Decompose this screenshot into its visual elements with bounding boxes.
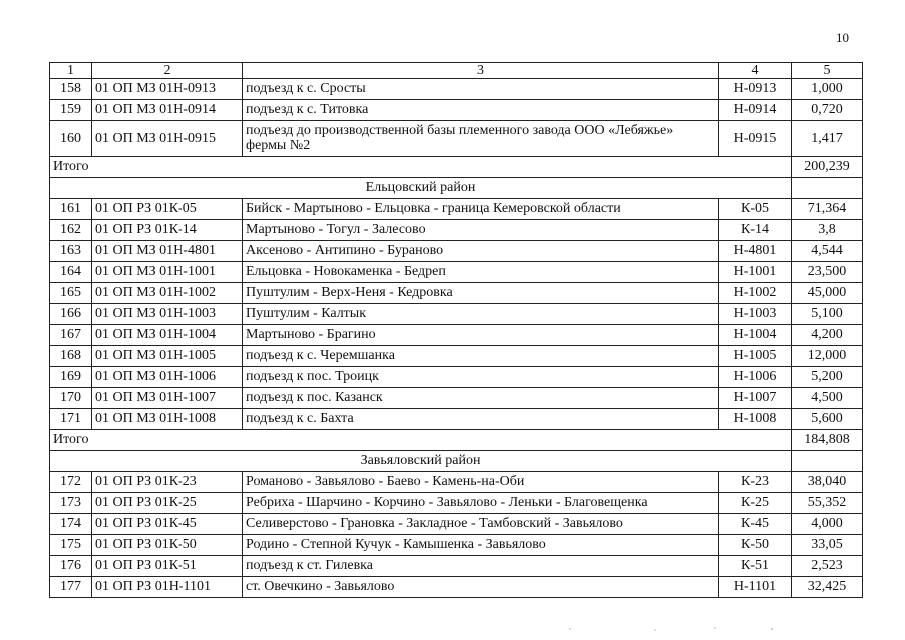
row-number: 166 — [50, 304, 92, 325]
road-index: Н-1101 — [719, 577, 792, 598]
empty-cell — [792, 178, 863, 199]
road-name: Родино - Степной Кучук - Камышенка - Завьялово — [243, 535, 719, 556]
road-name: подъезд к пос. Троицк — [243, 367, 719, 388]
district-heading: Завьяловский район — [50, 451, 792, 472]
row-number: 175 — [50, 535, 92, 556]
table-row — [50, 409, 863, 430]
road-code: 01 ОП РЗ 01Н-1101 — [92, 577, 243, 598]
road-code: 01 ОП МЗ 01Н-0914 — [92, 100, 243, 121]
road-name: Ребриха - Шарчино - Корчино - Завьялово - Леньки - Благовещенка — [243, 493, 719, 514]
road-index: К-51 — [719, 556, 792, 577]
road-code: 01 ОП МЗ 01Н-1001 — [92, 262, 243, 283]
road-length: 1,000 — [792, 79, 863, 100]
row-number: 171 — [50, 409, 92, 430]
road-code: 01 ОП МЗ 01Н-1008 — [92, 409, 243, 430]
road-name: ст. Овечкино - Завьялово — [243, 577, 719, 598]
table-row — [50, 388, 863, 409]
header-cell: 1 — [50, 63, 92, 79]
total-label: Итого — [50, 430, 792, 451]
road-name: Мартыново - Брагино — [243, 325, 719, 346]
road-name: Селиверстово - Грановка - Закладное - Тамбовский - Завьялово — [243, 514, 719, 535]
row-number: 170 — [50, 388, 92, 409]
road-name: подъезд до производственной базы племенного завода ООО «Лебяжье» фермы №2 — [243, 121, 719, 157]
row-number: 172 — [50, 472, 92, 493]
road-length: 4,544 — [792, 241, 863, 262]
row-number: 168 — [50, 346, 92, 367]
road-name: Пуштулим - Калтык — [243, 304, 719, 325]
road-name: подъезд к с. Сросты — [243, 79, 719, 100]
road-index: К-05 — [719, 199, 792, 220]
road-length: 5,600 — [792, 409, 863, 430]
road-name: Ельцовка - Новокаменка - Бедреп — [243, 262, 719, 283]
header-cell: 2 — [92, 63, 243, 79]
total-row — [50, 430, 863, 451]
row-number: 163 — [50, 241, 92, 262]
road-code: 01 ОП РЗ 01К-14 — [92, 220, 243, 241]
table-row — [50, 535, 863, 556]
row-number: 158 — [50, 79, 92, 100]
roads-table — [49, 62, 863, 598]
total-value: 184,808 — [792, 430, 863, 451]
road-name: Мартыново - Тогул - Залесово — [243, 220, 719, 241]
table-row — [50, 514, 863, 535]
empty-cell — [792, 451, 863, 472]
road-index: Н-1004 — [719, 325, 792, 346]
road-length: 4,200 — [792, 325, 863, 346]
table-row — [50, 100, 863, 121]
road-code: 01 ОП РЗ 01К-25 — [92, 493, 243, 514]
road-length: 38,040 — [792, 472, 863, 493]
table-row — [50, 262, 863, 283]
road-name: Бийск - Мартыново - Ельцовка - граница Кемеровской области — [243, 199, 719, 220]
road-index: К-14 — [719, 220, 792, 241]
table-row — [50, 556, 863, 577]
row-number: 160 — [50, 121, 92, 157]
header-cell: 3 — [243, 63, 719, 79]
road-length: 55,352 — [792, 493, 863, 514]
road-length: 4,000 — [792, 514, 863, 535]
road-length: 3,8 — [792, 220, 863, 241]
header-cell: 5 — [792, 63, 863, 79]
row-number: 162 — [50, 220, 92, 241]
row-number: 176 — [50, 556, 92, 577]
road-code: 01 ОП РЗ 01К-45 — [92, 514, 243, 535]
road-code: 01 ОП МЗ 01Н-1002 — [92, 283, 243, 304]
road-name: подъезд к с. Бахта — [243, 409, 719, 430]
road-code: 01 ОП МЗ 01Н-1007 — [92, 388, 243, 409]
header-cell: 4 — [719, 63, 792, 79]
road-index: К-25 — [719, 493, 792, 514]
road-length: 71,364 — [792, 199, 863, 220]
table-row — [50, 367, 863, 388]
road-name: Пуштулим - Верх-Неня - Кедровка — [243, 283, 719, 304]
row-number: 159 — [50, 100, 92, 121]
row-number: 174 — [50, 514, 92, 535]
road-index: К-50 — [719, 535, 792, 556]
table-header-row — [50, 63, 863, 79]
road-name: Романово - Завьялово - Баево - Камень-на-Оби — [243, 472, 719, 493]
road-code: 01 ОП МЗ 01Н-0915 — [92, 121, 243, 157]
scan-artifact — [540, 624, 840, 634]
road-index: Н-0913 — [719, 79, 792, 100]
row-number: 167 — [50, 325, 92, 346]
road-length: 32,425 — [792, 577, 863, 598]
total-label: Итого — [50, 157, 792, 178]
table-row — [50, 325, 863, 346]
district-heading: Ельцовский район — [50, 178, 792, 199]
table-row — [50, 472, 863, 493]
road-index: Н-4801 — [719, 241, 792, 262]
table-row — [50, 346, 863, 367]
road-name: подъезд к с. Черемшанка — [243, 346, 719, 367]
row-number: 161 — [50, 199, 92, 220]
road-length: 12,000 — [792, 346, 863, 367]
road-length: 5,100 — [792, 304, 863, 325]
road-length: 5,200 — [792, 367, 863, 388]
table-row — [50, 121, 863, 157]
road-index: Н-1001 — [719, 262, 792, 283]
road-code: 01 ОП РЗ 01К-05 — [92, 199, 243, 220]
road-index: Н-1003 — [719, 304, 792, 325]
table-row — [50, 304, 863, 325]
road-name: подъезд к с. Титовка — [243, 100, 719, 121]
road-length: 0,720 — [792, 100, 863, 121]
road-index: Н-1006 — [719, 367, 792, 388]
road-length: 45,000 — [792, 283, 863, 304]
road-name: подъезд к ст. Гилевка — [243, 556, 719, 577]
page-number: 10 — [836, 30, 849, 45]
row-number: 177 — [50, 577, 92, 598]
road-code: 01 ОП РЗ 01К-23 — [92, 472, 243, 493]
section-row — [50, 178, 863, 199]
table-row — [50, 220, 863, 241]
row-number: 164 — [50, 262, 92, 283]
table-row — [50, 241, 863, 262]
section-row — [50, 451, 863, 472]
road-code: 01 ОП МЗ 01Н-4801 — [92, 241, 243, 262]
total-value: 200,239 — [792, 157, 863, 178]
road-name: Аксеново - Антипино - Бураново — [243, 241, 719, 262]
road-index: К-45 — [719, 514, 792, 535]
road-length: 33,05 — [792, 535, 863, 556]
row-number: 169 — [50, 367, 92, 388]
road-code: 01 ОП МЗ 01Н-1004 — [92, 325, 243, 346]
road-length: 23,500 — [792, 262, 863, 283]
road-code: 01 ОП РЗ 01К-51 — [92, 556, 243, 577]
row-number: 173 — [50, 493, 92, 514]
road-code: 01 ОП МЗ 01Н-1003 — [92, 304, 243, 325]
table-row — [50, 577, 863, 598]
road-index: Н-0915 — [719, 121, 792, 157]
total-row — [50, 157, 863, 178]
road-length: 2,523 — [792, 556, 863, 577]
table-row — [50, 79, 863, 100]
table-row — [50, 199, 863, 220]
road-index: Н-1005 — [719, 346, 792, 367]
road-index: Н-1007 — [719, 388, 792, 409]
road-code: 01 ОП МЗ 01Н-1006 — [92, 367, 243, 388]
road-name: подъезд к пос. Казанск — [243, 388, 719, 409]
row-number: 165 — [50, 283, 92, 304]
road-length: 4,500 — [792, 388, 863, 409]
table-row — [50, 283, 863, 304]
road-index: Н-0914 — [719, 100, 792, 121]
road-code: 01 ОП МЗ 01Н-1005 — [92, 346, 243, 367]
road-code: 01 ОП РЗ 01К-50 — [92, 535, 243, 556]
road-index: Н-1008 — [719, 409, 792, 430]
road-index: К-23 — [719, 472, 792, 493]
table-row — [50, 493, 863, 514]
road-index: Н-1002 — [719, 283, 792, 304]
road-length: 1,417 — [792, 121, 863, 157]
road-code: 01 ОП МЗ 01Н-0913 — [92, 79, 243, 100]
